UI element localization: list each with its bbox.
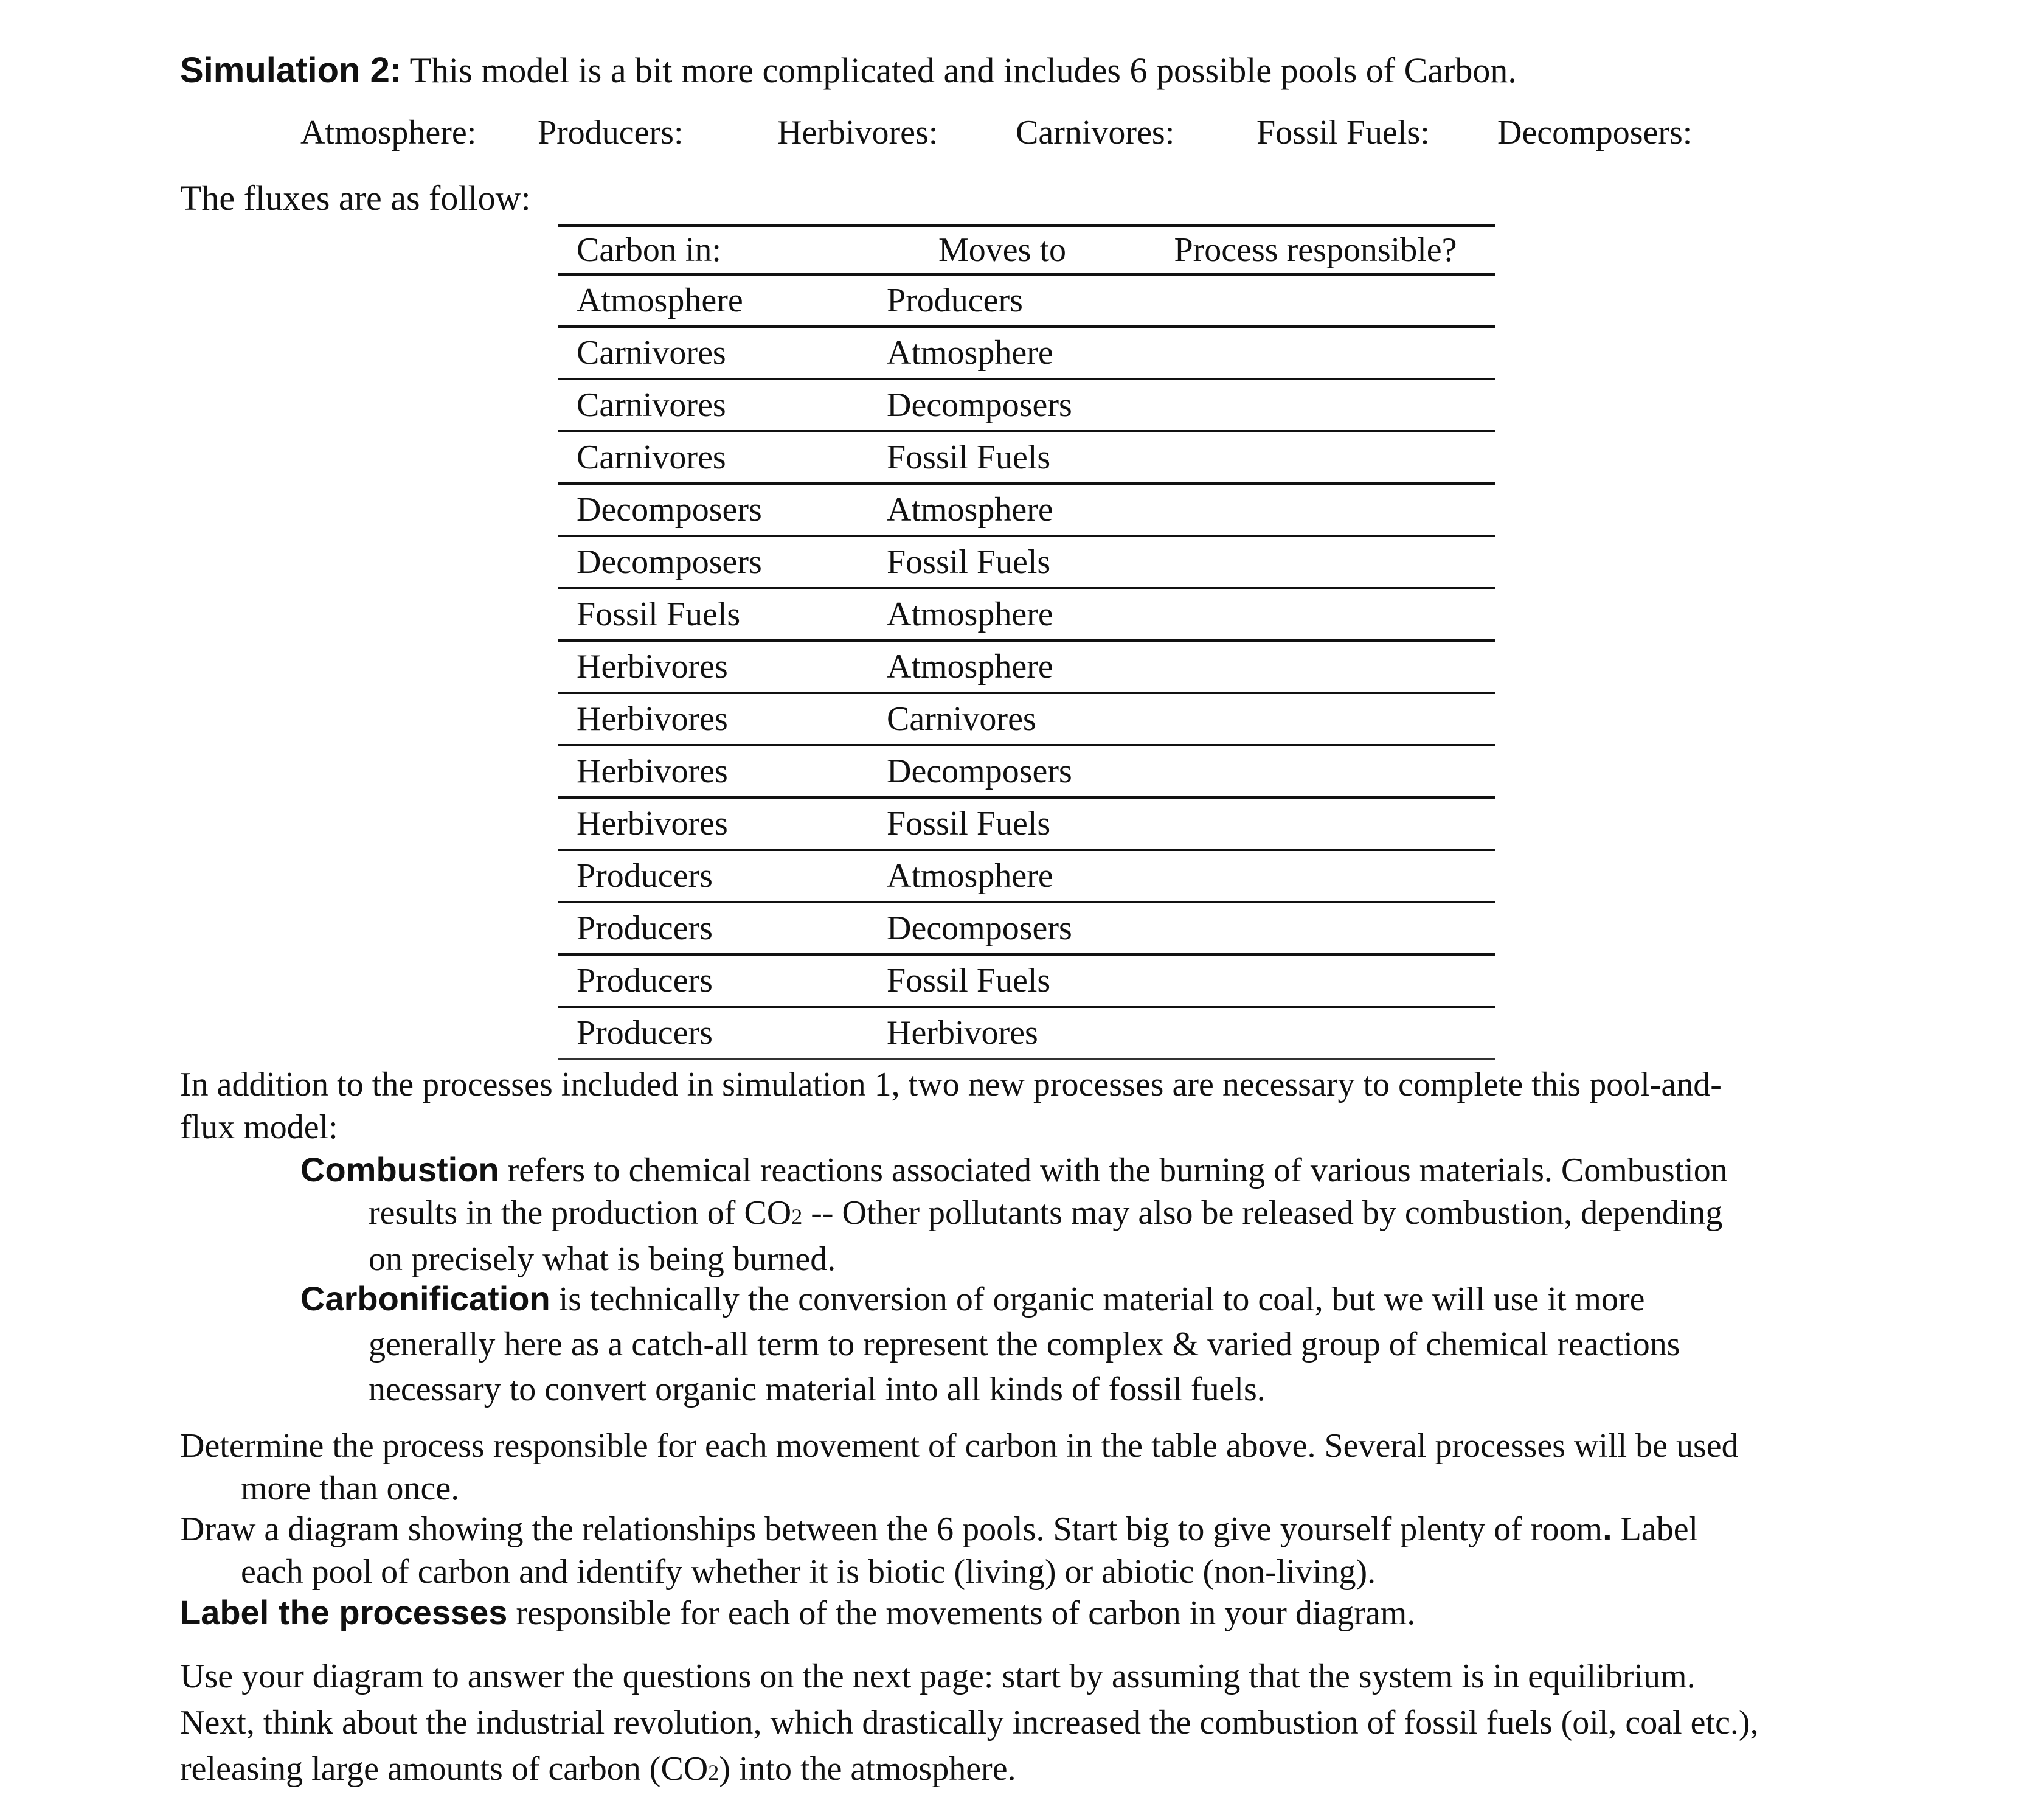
simulation-heading [180, 50, 1517, 91]
cell-from: Decomposers [558, 536, 868, 588]
cell-from: Producers [558, 1007, 868, 1059]
use-line-1: Use your diagram to answer the questions on the next page: start by assuming that the system is in equilibrium. [180, 1658, 1696, 1695]
cell-process[interactable] [1136, 588, 1495, 641]
cell-to: Atmosphere [868, 641, 1136, 693]
carbonification-definition [300, 1276, 1680, 1412]
cell-from: Atmosphere [558, 274, 868, 327]
cell-to: Atmosphere [868, 850, 1136, 902]
header-moves-to: Moves to [868, 226, 1136, 275]
table-row [558, 588, 1495, 641]
intro-line-2: flux model: [180, 1108, 338, 1146]
cell-to: Herbivores [868, 1007, 1136, 1059]
table-row [558, 431, 1495, 484]
cell-to: Atmosphere [868, 484, 1136, 536]
use-line-2: Next, think about the industrial revolution, which drastically increased the combustion of fossil fuels (oil, coal etc.), [180, 1704, 1759, 1742]
table-row [558, 745, 1495, 797]
cell-process[interactable] [1136, 641, 1495, 693]
combustion-line-2b: -- Other pollutants may also be released by combustion, depending [802, 1194, 1723, 1232]
cell-to: Fossil Fuels [868, 536, 1136, 588]
cell-from: Decomposers [558, 484, 868, 536]
carbonification-line-1: is technically the conversion of organic material to coal, but we will use it more [550, 1280, 1645, 1318]
cell-process[interactable] [1136, 1007, 1495, 1059]
label-processes-instruction [180, 1591, 1415, 1634]
table-row [558, 484, 1495, 536]
cell-from: Herbivores [558, 797, 868, 850]
carbonification-line-2: generally here as a catch-all term to represent the complex & varied group of chemical reactions [369, 1325, 1680, 1363]
cell-from: Producers [558, 850, 868, 902]
draw-line-1a: Draw a diagram showing the relationships between the 6 pools. Start big to give yourself plenty of room [180, 1510, 1603, 1548]
carbonification-term: Carbonification [300, 1279, 550, 1318]
table-row [558, 327, 1495, 379]
cell-from: Herbivores [558, 745, 868, 797]
cell-process[interactable] [1136, 431, 1495, 484]
use-line-3b: ) into the atmosphere. [719, 1750, 1016, 1788]
cell-process[interactable] [1136, 850, 1495, 902]
cell-process[interactable] [1136, 484, 1495, 536]
pool-producers: Producers: [538, 114, 684, 151]
cell-from: Producers [558, 954, 868, 1007]
cell-process[interactable] [1136, 745, 1495, 797]
use-diagram-paragraph [180, 1653, 1759, 1796]
determine-instruction [180, 1425, 1739, 1510]
table-header-row [558, 226, 1495, 275]
table-row [558, 536, 1495, 588]
combustion-term: Combustion [300, 1150, 499, 1189]
cell-to: Producers [868, 274, 1136, 327]
flux-table [558, 224, 1495, 1060]
cell-to: Carnivores [868, 693, 1136, 745]
combustion-line-3: on precisely what is being burned. [369, 1240, 836, 1278]
table-row [558, 641, 1495, 693]
cell-process[interactable] [1136, 797, 1495, 850]
cell-to: Fossil Fuels [868, 954, 1136, 1007]
cell-process[interactable] [1136, 274, 1495, 327]
fluxes-label: The fluxes are as follow: [180, 178, 531, 218]
cell-from: Fossil Fuels [558, 588, 868, 641]
cell-from: Herbivores [558, 693, 868, 745]
simulation-description: This model is a bit more complicated and includes 6 possible pools of Carbon. [409, 50, 1517, 90]
table-row [558, 274, 1495, 327]
cell-process[interactable] [1136, 327, 1495, 379]
table-row [558, 850, 1495, 902]
table-row [558, 1007, 1495, 1059]
table-row [558, 797, 1495, 850]
carbonification-line-3: necessary to convert organic material into all kinds of fossil fuels. [369, 1370, 1266, 1408]
cell-process[interactable] [1136, 379, 1495, 431]
pool-decomposers: Decomposers: [1497, 114, 1693, 151]
cell-to: Fossil Fuels [868, 431, 1136, 484]
table-row [558, 902, 1495, 954]
co2-subscript: 2 [791, 1204, 803, 1229]
cell-from: Carnivores [558, 431, 868, 484]
table-row [558, 954, 1495, 1007]
draw-period: . [1603, 1509, 1612, 1547]
cell-process[interactable] [1136, 902, 1495, 954]
cell-to: Decomposers [868, 902, 1136, 954]
cell-from: Herbivores [558, 641, 868, 693]
cell-to: Atmosphere [868, 327, 1136, 379]
determine-line-1: Determine the process responsible for each movement of carbon in the table above. Several processes will be used [180, 1427, 1739, 1465]
label-processes-text: responsible for each of the movements of carbon in your diagram. [507, 1594, 1416, 1632]
draw-line-1b: Label [1612, 1510, 1699, 1548]
cell-process[interactable] [1136, 954, 1495, 1007]
cell-from: Carnivores [558, 327, 868, 379]
co2-subscript: 2 [708, 1760, 719, 1785]
pool-herbivores: Herbivores: [777, 114, 938, 151]
cell-to: Decomposers [868, 379, 1136, 431]
combustion-definition [300, 1148, 1728, 1280]
pool-carnivores: Carnivores: [1016, 114, 1175, 151]
cell-to: Atmosphere [868, 588, 1136, 641]
intro-paragraph [180, 1063, 1722, 1148]
draw-line-2: each pool of carbon and identify whether it is biotic (living) or abiotic (non-living). [241, 1553, 1376, 1591]
cell-to: Decomposers [868, 745, 1136, 797]
combustion-line-2a: results in the production of CO [369, 1194, 792, 1232]
cell-process[interactable] [1136, 536, 1495, 588]
use-line-3a: releasing large amounts of carbon (CO [180, 1750, 709, 1788]
header-carbon-in: Carbon in: [558, 226, 868, 275]
combustion-line-1: refers to chemical reactions associated with the burning of various materials. Combustion [499, 1151, 1728, 1189]
draw-instruction [180, 1507, 1698, 1593]
simulation-label: Simulation 2: [180, 50, 402, 90]
cell-from: Producers [558, 902, 868, 954]
cell-process[interactable] [1136, 693, 1495, 745]
intro-line-1: In addition to the processes included in simulation 1, two new processes are necessary to complete this pool-and- [180, 1066, 1722, 1103]
determine-line-2: more than once. [241, 1470, 460, 1507]
cell-from: Carnivores [558, 379, 868, 431]
label-processes-term: Label the processes [180, 1593, 508, 1631]
cell-to: Fossil Fuels [868, 797, 1136, 850]
table-row [558, 379, 1495, 431]
pool-atmosphere: Atmosphere: [300, 114, 477, 151]
pool-fossil-fuels: Fossil Fuels: [1256, 114, 1430, 151]
header-process: Process responsible? [1136, 226, 1495, 275]
table-row [558, 693, 1495, 745]
